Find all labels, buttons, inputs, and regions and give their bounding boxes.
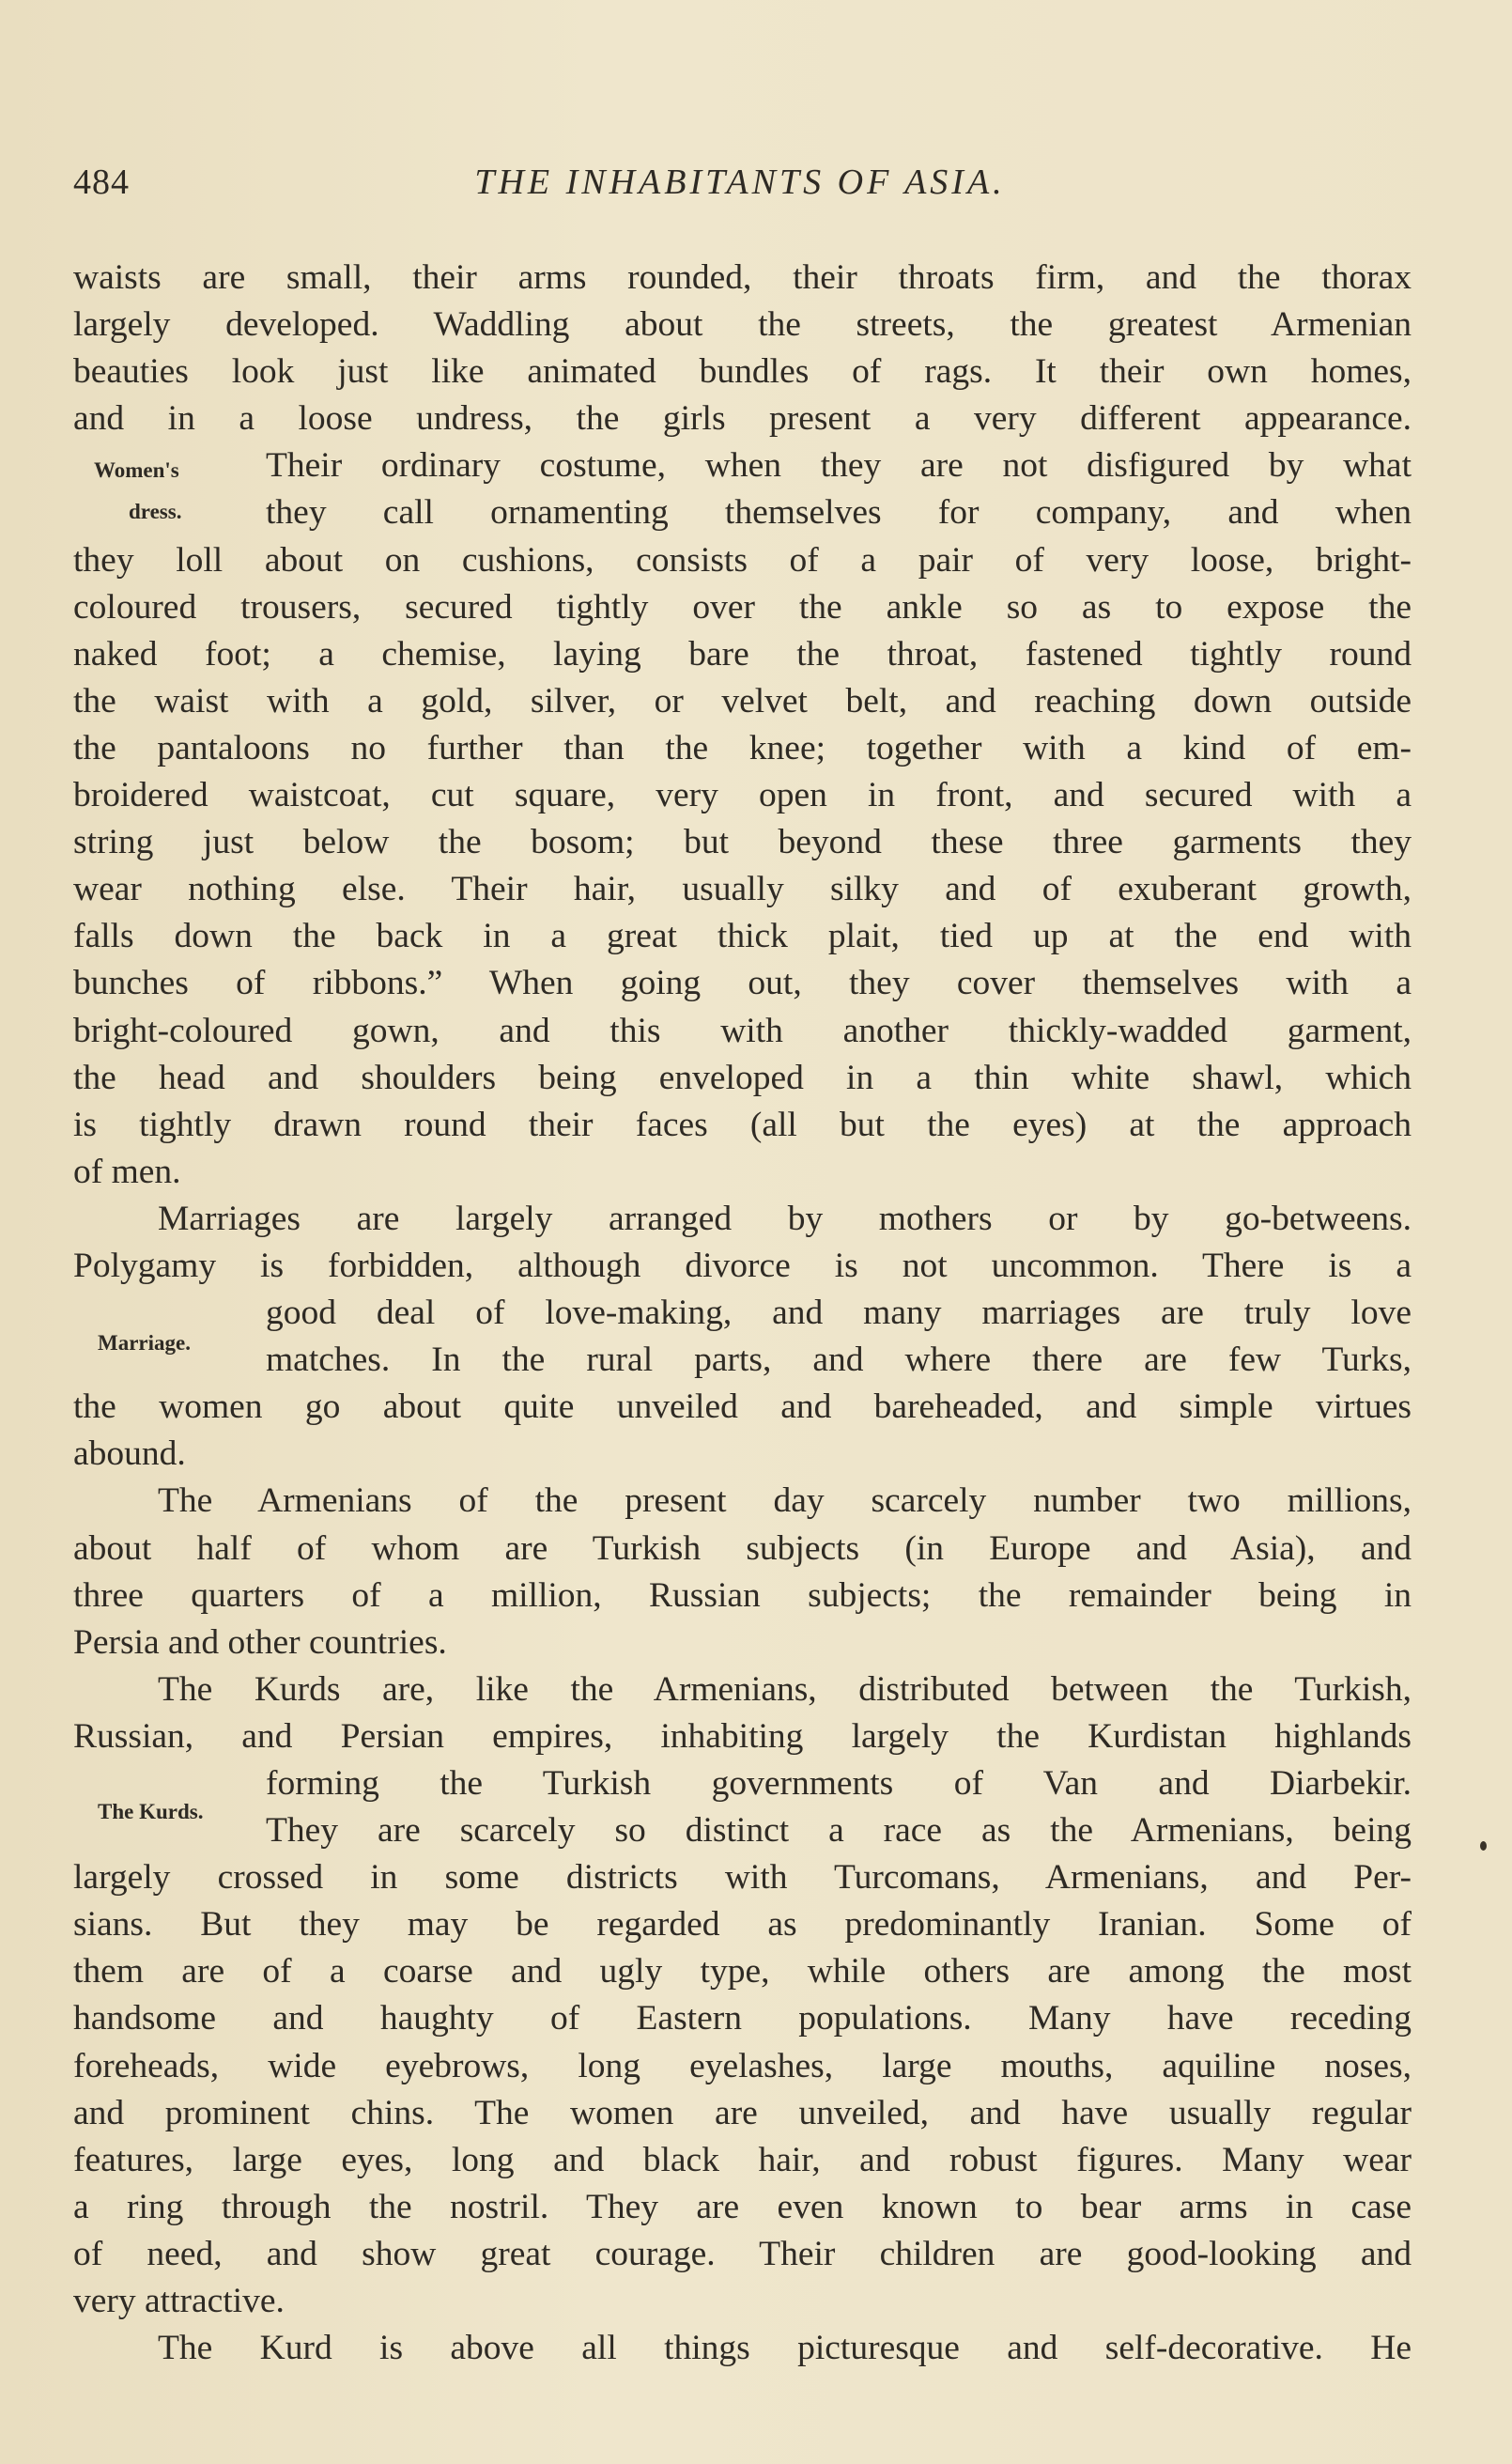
text-line: foreheads, wide eyebrows, long eyelashes, large mouths, aquiline noses, <box>73 2046 1412 2085</box>
text-line: string just below the bosom; but beyond these three garments they <box>73 823 1412 862</box>
paragraph-start-line: The Kurds are, like the Armenians, distributed between the Turkish, <box>158 1669 1412 1709</box>
text-line: three quarters of a million, Russian subjects; the remainder being in <box>73 1575 1412 1615</box>
text-line: the waist with a gold, silver, or velvet belt, and reaching down outside <box>73 681 1412 721</box>
text-line: they call ornamenting themselves for company, and when <box>266 493 1412 533</box>
page-number: 484 <box>73 163 130 202</box>
text-line: handsome and haughty of Eastern populations. Many have receding <box>73 1999 1412 2038</box>
margin-note-marriage: Marriage. <box>98 1331 191 1355</box>
text-line: and prominent chins. The women are unveiled, and have usually regular <box>73 2093 1412 2132</box>
text-line: a ring through the nostril. They are even known to bear arms in case <box>73 2187 1412 2226</box>
text-line: is tightly drawn round their faces (all but the eyes) at the approach <box>73 1105 1412 1144</box>
text-line: sians. But they may be regarded as predominantly Iranian. Some of <box>73 1905 1412 1945</box>
text-line: bunches of ribbons.” When going out, they cover themselves with a <box>73 964 1412 1003</box>
body-text <box>73 255 1412 2372</box>
paragraph-start-line: The Armenians of the present day scarcely number two millions, <box>158 1481 1412 1521</box>
text-line: Polygamy is forbidden, although divorce is not uncommon. There is a <box>73 1246 1412 1285</box>
margin-note-womens-dress: Women's <box>94 458 179 482</box>
text-line: the head and shoulders being enveloped in a thin white shawl, which <box>73 1058 1412 1097</box>
text-line: matches. In the rural parts, and where there are few Turks, <box>266 1340 1412 1380</box>
text-line: Russian, and Persian empires, inhabiting largely the Kurdistan highlands <box>73 1716 1412 1756</box>
text-line: Their ordinary costume, when they are not disfigured by what <box>266 446 1412 486</box>
print-speck <box>1480 1841 1487 1851</box>
text-line: about half of whom are Turkish subjects (in Europe and Asia), and <box>73 1528 1412 1568</box>
text-line: naked foot; a chemise, laying bare the throat, fastened tightly round <box>73 634 1412 674</box>
text-line: largely crossed in some districts with Turcomans, Armenians, and Per- <box>73 1858 1412 1898</box>
text-line: the pantaloons no further than the knee; together with a kind of em- <box>73 728 1412 767</box>
margin-note-womens-dress-2: dress. <box>129 500 182 523</box>
text-line: falls down the back in a great thick plait, tied up at the end with <box>73 917 1412 956</box>
paragraph-start-line: Marriages are largely arranged by mothers or by go-betweens. <box>158 1199 1412 1238</box>
text-line: the women go about quite unveiled and bareheaded, and simple virtues <box>73 1387 1412 1427</box>
text-line: very attractive. <box>73 2282 285 2321</box>
text-line: of need, and show great courage. Their children are good-looking and <box>73 2234 1412 2273</box>
text-line: They are scarcely so distinct a race as the Armenians, being <box>266 1811 1412 1851</box>
text-line: waists are small, their arms rounded, their throats firm, and the thorax <box>73 258 1412 297</box>
text-line: bright-coloured gown, and this with another thickly-wadded garment, <box>73 1011 1412 1050</box>
text-line: they loll about on cushions, consists of a pair of very loose, bright- <box>73 540 1412 580</box>
text-line: wear nothing else. Their hair, usually silky and of exuberant growth, <box>73 870 1412 909</box>
paragraph-start-line: The Kurd is above all things picturesque and self-decorative. He <box>158 2329 1412 2368</box>
text-line: coloured trousers, secured tightly over the ankle so as to expose the <box>73 587 1412 627</box>
text-line: abound. <box>73 1434 186 1474</box>
text-line: and in a loose undress, the girls present a very different appearance. <box>73 399 1412 439</box>
text-line: good deal of love-making, and many marriages are truly love <box>266 1294 1412 1333</box>
text-line: Persia and other countries. <box>73 1622 447 1662</box>
margin-note-the-kurds: The Kurds. <box>98 1800 204 1823</box>
text-line: largely developed. Waddling about the streets, the greatest Armenian <box>73 305 1412 345</box>
text-line: broidered waistcoat, cut square, very open in front, and secured with a <box>73 776 1412 815</box>
text-line: them are of a coarse and ugly type, while others are among the most <box>73 1952 1412 1991</box>
text-line: forming the Turkish governments of Van and Diarbekir. <box>266 1764 1412 1803</box>
text-line: of men. <box>73 1152 181 1191</box>
running-head: THE INHABITANTS OF ASIA. <box>474 163 1006 202</box>
page-header <box>73 162 1407 209</box>
text-line: features, large eyes, long and black hair, and robust figures. Many wear <box>73 2140 1412 2179</box>
text-line: beauties look just like animated bundles of rags. It their own homes, <box>73 352 1412 392</box>
